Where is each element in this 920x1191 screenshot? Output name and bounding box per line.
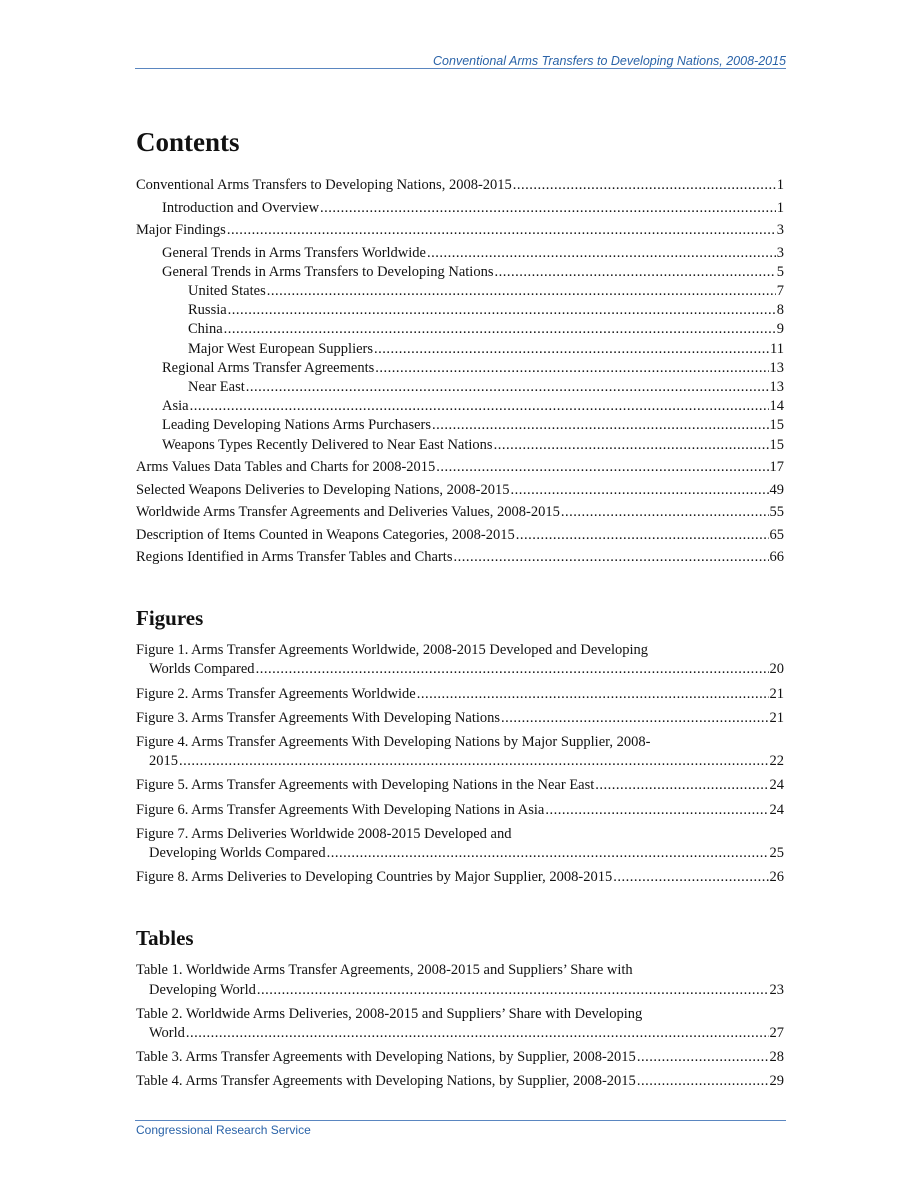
entry-title-line: Figure 1. Arms Transfer Agreements Worldwide, 2008-2015 Developed and Developing [136, 642, 649, 659]
page-number: 9 [776, 321, 784, 338]
page-number: 3 [776, 222, 784, 238]
tables-list [136, 961, 784, 1091]
entry-row [162, 244, 784, 263]
dot-leader [267, 282, 776, 301]
contents-entry[interactable] [136, 320, 784, 339]
entry-row [136, 548, 784, 567]
dot-leader [374, 340, 769, 359]
contents-entry[interactable] [136, 481, 784, 500]
entry-title: Major Findings [136, 222, 226, 238]
dot-leader [432, 416, 768, 435]
dot-leader [545, 801, 768, 820]
entry-row [136, 1048, 784, 1067]
contents-entry[interactable] [136, 526, 784, 545]
figures-list [136, 641, 784, 887]
page-number: 13 [769, 359, 784, 376]
entry-title: Selected Weapons Deliveries to Developing Nations, 2008-2015 [136, 481, 510, 498]
entry-title: Near East [188, 378, 245, 395]
entry-row [162, 199, 784, 218]
entry-title: Figure 5. Arms Transfer Agreements with Developing Nations in the Near East [136, 777, 595, 794]
footer-divider [135, 1120, 786, 1121]
page-number: 17 [769, 459, 784, 476]
entry-row [136, 1024, 784, 1043]
figures-heading: Figures [136, 606, 204, 631]
entry-title-line: Table 1. Worldwide Arms Transfer Agreements, 2008-2015 and Suppliers’ Share with [136, 962, 633, 979]
dot-leader [427, 244, 776, 263]
figures-entry[interactable] [136, 776, 784, 795]
dot-leader [516, 526, 769, 545]
figures-entry[interactable] [136, 801, 784, 820]
page-number: 22 [769, 753, 784, 770]
entry-row [136, 752, 784, 771]
entry-title: Regional Arms Transfer Agreements [162, 359, 375, 376]
entry-row [136, 981, 784, 1000]
entry-row [162, 416, 784, 435]
entry-title: Leading Developing Nations Arms Purchasers [162, 417, 432, 434]
entry-row [136, 221, 784, 240]
page-number: 7 [776, 282, 784, 299]
footer-source: Congressional Research Service [136, 1123, 311, 1137]
entry-title: General Trends in Arms Transfers to Developing Nations [162, 263, 494, 280]
entry-title: Major West European Suppliers [188, 340, 374, 357]
contents-entry[interactable] [136, 301, 784, 320]
page-number: 21 [769, 709, 784, 726]
entry-title: Arms Values Data Tables and Charts for 2008-2015 [136, 459, 436, 476]
page-number: 49 [769, 481, 784, 498]
entry-title: United States [188, 282, 266, 299]
entry-row [136, 660, 784, 679]
dot-leader [190, 397, 769, 416]
entry-row [136, 503, 784, 522]
entry-title-line: Table 2. Worldwide Arms Deliveries, 2008-2015 and Suppliers’ Share with Developing [136, 1005, 643, 1022]
dot-leader [224, 320, 776, 339]
entry-title: Asia [162, 398, 189, 415]
figures-entry[interactable] [136, 868, 784, 887]
entry-title: Conventional Arms Transfers to Developing Nations, 2008-2015 [136, 177, 512, 193]
header-divider [135, 68, 786, 69]
contents-entry[interactable] [136, 416, 784, 435]
dot-leader [228, 301, 776, 320]
entry-row [162, 436, 784, 455]
dot-leader [637, 1048, 769, 1067]
contents-entry[interactable] [136, 378, 784, 397]
running-header: Conventional Arms Transfers to Developing Nations, 2008-2015 [433, 54, 786, 68]
dot-leader [510, 481, 768, 500]
dot-leader [257, 981, 769, 1000]
entry-row [136, 481, 784, 500]
page-number: 13 [769, 378, 784, 395]
entry-row [136, 776, 784, 795]
dot-leader [453, 548, 768, 567]
contents-entry[interactable] [136, 263, 784, 282]
page-number: 8 [776, 302, 784, 319]
entry-row [136, 1072, 784, 1091]
entry-title: Figure 2. Arms Transfer Agreements Worldwide [136, 685, 416, 702]
entry-title: Worldwide Arms Transfer Agreements and Deliveries Values, 2008-2015 [136, 504, 560, 521]
contents-entry[interactable] [136, 340, 784, 359]
entry-title: Regions Identified in Arms Transfer Tables and Charts [136, 549, 453, 566]
contents-entry[interactable] [136, 199, 784, 218]
entry-row [162, 359, 784, 378]
contents-entry[interactable] [136, 282, 784, 301]
page-number: 20 [769, 661, 784, 678]
page-number: 24 [769, 777, 784, 794]
page-number: 15 [769, 436, 784, 453]
entry-title: 2015 [149, 753, 178, 770]
tables-entry[interactable] [136, 961, 784, 999]
dot-leader [327, 844, 769, 863]
dot-leader [637, 1072, 769, 1091]
entry-title: Figure 3. Arms Transfer Agreements With Developing Nations [136, 709, 501, 726]
contents-entry[interactable] [136, 359, 784, 378]
page-number: 1 [776, 199, 784, 216]
page-number: 29 [769, 1073, 784, 1090]
entry-row [136, 176, 784, 195]
figures-entry[interactable] [136, 641, 784, 679]
entry-row [136, 458, 784, 477]
page-number: 28 [769, 1049, 784, 1066]
page-number: 1 [776, 177, 784, 193]
page-number: 24 [769, 801, 784, 818]
tables-heading: Tables [136, 926, 194, 951]
entry-title: Developing World [149, 981, 256, 998]
contents-entry[interactable] [136, 244, 784, 263]
entry-row [188, 378, 784, 397]
dot-leader [436, 458, 768, 477]
entry-row [136, 801, 784, 820]
entry-row [136, 685, 784, 704]
entry-row [188, 282, 784, 301]
contents-entry[interactable] [136, 548, 784, 567]
entry-title: Developing Worlds Compared [149, 845, 326, 862]
page-number: 27 [769, 1025, 784, 1042]
entry-title: Worlds Compared [149, 661, 255, 678]
page-number: 15 [769, 417, 784, 434]
entry-row [136, 709, 784, 728]
dot-leader [256, 660, 769, 679]
entry-row [188, 340, 784, 359]
entry-row [188, 320, 784, 339]
contents-entry[interactable] [136, 397, 784, 416]
entry-title: Table 3. Arms Transfer Agreements with Developing Nations, by Supplier, 2008-2015 [136, 1049, 636, 1066]
figures-entry[interactable] [136, 685, 784, 704]
page-number: 23 [769, 981, 784, 998]
entry-row [162, 397, 784, 416]
contents-entry[interactable] [136, 503, 784, 522]
dot-leader [246, 378, 769, 397]
dot-leader [613, 868, 768, 887]
entry-title: Weapons Types Recently Delivered to Near East Nations [162, 436, 493, 453]
toc-content [136, 122, 784, 1097]
page-number: 66 [769, 549, 784, 566]
entry-row [136, 844, 784, 863]
dot-leader [494, 263, 775, 282]
page-number: 3 [776, 244, 784, 261]
page-number: 14 [769, 398, 784, 415]
entry-row [136, 526, 784, 545]
dot-leader [179, 752, 769, 771]
contents-heading: Contents [136, 127, 240, 157]
dot-leader [320, 199, 776, 218]
entry-title: Introduction and Overview [162, 199, 320, 216]
contents-entry[interactable] [136, 436, 784, 455]
tables-entry[interactable] [136, 1005, 784, 1043]
entry-row [136, 868, 784, 887]
entry-title-line: Figure 7. Arms Deliveries Worldwide 2008-2015 Developed and [136, 825, 512, 842]
page-number: 25 [769, 845, 784, 862]
entry-title: World [149, 1025, 185, 1042]
dot-leader [227, 221, 776, 240]
dot-leader [561, 503, 769, 522]
page-number: 65 [769, 526, 784, 543]
page-number: 26 [769, 869, 784, 886]
entry-title: Figure 8. Arms Deliveries to Developing Countries by Major Supplier, 2008-2015 [136, 869, 613, 886]
entry-title: Description of Items Counted in Weapons Categories, 2008-2015 [136, 526, 515, 543]
figures-entry[interactable] [136, 733, 784, 771]
contents-entry[interactable] [136, 458, 784, 477]
entry-title-line: Figure 4. Arms Transfer Agreements With Developing Nations by Major Supplier, 2008- [136, 734, 651, 751]
dot-leader [513, 176, 776, 195]
dot-leader [417, 685, 769, 704]
dot-leader [595, 776, 768, 795]
figures-entry[interactable] [136, 709, 784, 728]
tables-entry[interactable] [136, 1072, 784, 1091]
dot-leader [501, 709, 768, 728]
entry-title: China [188, 321, 223, 338]
entry-row [162, 263, 784, 282]
entry-row [188, 301, 784, 320]
dot-leader [186, 1024, 769, 1043]
contents-entry[interactable] [136, 221, 784, 240]
dot-leader [375, 359, 768, 378]
entry-title: Russia [188, 302, 227, 319]
entry-title: Figure 6. Arms Transfer Agreements With Developing Nations in Asia [136, 801, 545, 818]
figures-entry[interactable] [136, 825, 784, 863]
entry-title: Table 4. Arms Transfer Agreements with Developing Nations, by Supplier, 2008-2015 [136, 1073, 636, 1090]
contents-list [136, 176, 784, 567]
page-number: 55 [769, 504, 784, 521]
page-number: 5 [776, 263, 784, 280]
page-number: 21 [769, 685, 784, 702]
page-number: 11 [770, 340, 784, 357]
dot-leader [494, 436, 769, 455]
tables-entry[interactable] [136, 1048, 784, 1067]
entry-title: General Trends in Arms Transfers Worldwide [162, 244, 426, 261]
contents-entry[interactable] [136, 176, 784, 195]
